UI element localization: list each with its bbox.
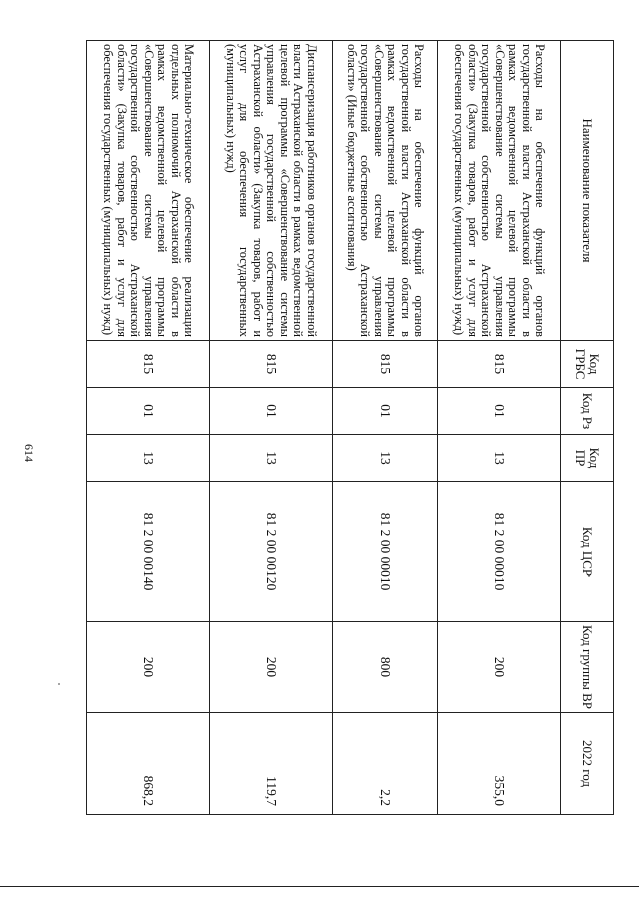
row-grbs: 815 (332, 341, 438, 388)
row-rz: 01 (87, 388, 210, 435)
row-grbs: 815 (209, 341, 332, 388)
row-name: Расходы на обеспечение функций органов государственной власти Астраханской области в рамках ведомственной целевой программы «Совершенствование системы управления государственной собственностью Астраханской области» (Иные бюджетные ассигнования) (332, 41, 438, 341)
header-year: 2022 год (561, 713, 614, 815)
row-name: Диспансеризация работников органов государственной власти Астраханской области в рамках ведомственной целевой программы «Совершенствование системы управления государственной собственностью Астраханской области» (Закупка товаров, работ и услуг для обеспечения государственных (муниципальных) нужд) (209, 41, 332, 341)
header-vr: Код группы ВР (561, 622, 614, 713)
row-grbs: 815 (87, 341, 210, 388)
table-row (438, 41, 561, 815)
row-vr: 200 (438, 622, 561, 713)
scan-speck (58, 683, 60, 685)
row-grbs: 815 (438, 341, 561, 388)
row-year-value: 2,2 (332, 713, 438, 815)
page-number: 614 (22, 444, 36, 462)
table-row (209, 41, 332, 815)
row-csr: 81 2 00 00010 (332, 482, 438, 622)
budget-table (86, 40, 614, 815)
header-pr: Код ПР (561, 435, 614, 482)
row-rz: 01 (438, 388, 561, 435)
table-row (332, 41, 438, 815)
header-name: Наименование показателя (561, 41, 614, 341)
table-row (87, 41, 210, 815)
row-csr: 81 2 00 00140 (87, 482, 210, 622)
row-name: Расходы на обеспечение функций органов государственной власти Астраханской области в рамках ведомственной целевой программы «Совершенствование системы управления государственной собственностью Астраханской области» (Закупка товаров, работ и услуг для обеспечения государственных (муниципальных) нужд) (438, 41, 561, 341)
row-rz: 01 (209, 388, 332, 435)
row-vr: 200 (209, 622, 332, 713)
row-year-value: 119,7 (209, 713, 332, 815)
header-csr: Код ЦСР (561, 482, 614, 622)
row-pr: 13 (438, 435, 561, 482)
row-vr: 200 (87, 622, 210, 713)
table-header-row (561, 41, 614, 815)
row-pr: 13 (209, 435, 332, 482)
row-vr: 800 (332, 622, 438, 713)
row-rz: 01 (332, 388, 438, 435)
row-csr: 81 2 00 00120 (209, 482, 332, 622)
row-year-value: 868,2 (87, 713, 210, 815)
row-csr: 81 2 00 00010 (438, 482, 561, 622)
row-name: Материально-техническое обеспечение реализации отдельных полномочий Астраханской области в рамках ведомственной целевой программы «Совершенствование системы управления государственной собственностью Астраханской области» (Закупка товаров, работ и услуг для обеспечения государственных (муниципальных) нужд) (87, 41, 210, 341)
row-pr: 13 (332, 435, 438, 482)
header-grbs: Код ГРБС (561, 341, 614, 388)
bottom-rule (0, 886, 639, 887)
row-pr: 13 (87, 435, 210, 482)
header-rz: Код Рз (561, 388, 614, 435)
row-year-value: 355,0 (438, 713, 561, 815)
rotated-table-container (86, 40, 614, 814)
